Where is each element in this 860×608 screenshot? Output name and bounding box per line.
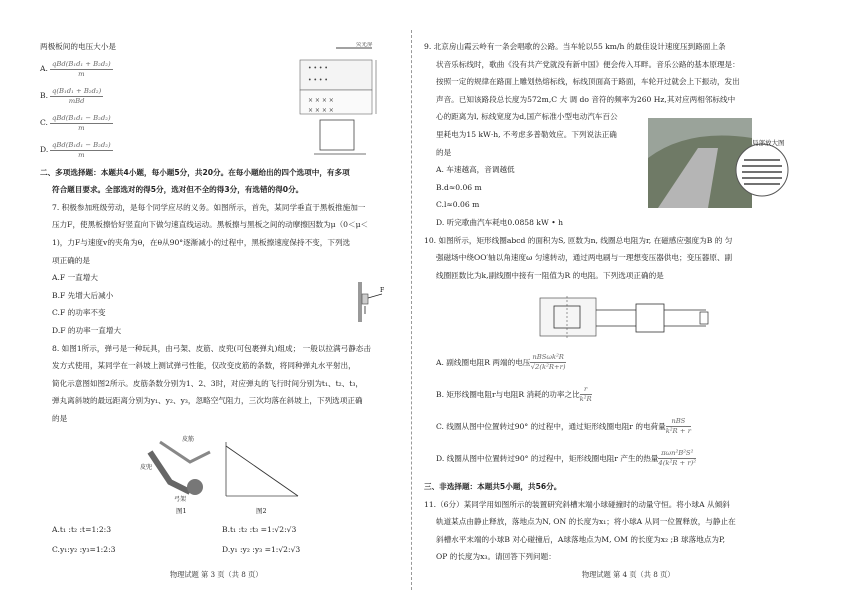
q8-line: 的是 bbox=[52, 413, 68, 423]
generator-transformer-diagram bbox=[536, 296, 716, 338]
footer-right: 物理试题 第 4 页（共 8 页） bbox=[582, 570, 675, 579]
q7-option: D.F 的功率一直增大 bbox=[52, 325, 122, 335]
page-divider bbox=[411, 30, 412, 590]
slingshot-tag-frame: 弓架 bbox=[174, 496, 187, 503]
q9-option: A. 车速越高，音调越低 bbox=[436, 165, 515, 175]
slingshot-tag-pouch: 皮兜 bbox=[140, 464, 153, 471]
q11-line: 斜槽水平末端的小球B 对心碰撞后，A球落地点为M, OM 的长度为x₂ ;B 球落地点为P, bbox=[436, 534, 725, 544]
option-a: A. $\frac{\text{qBd(B₁d₁ + B₂d₂)}}{m}$ bbox=[40, 59, 111, 78]
slingshot-tag-band: 皮筋 bbox=[182, 436, 195, 443]
q10-option: B. 矩形线圈电阻r与电阻R 消耗的功率之比 $\frac{r}{\text{k²R}}$ bbox=[436, 384, 592, 403]
q9-line: 状音乐标线时，歌曲《没有共产党就没有新中国》便会传入耳畔。音乐公路的基本原理是： bbox=[436, 59, 740, 69]
q8-option: B.t₁ :t₂ :t₃ =1:√2:√3 bbox=[222, 525, 297, 534]
screen-label: 荧光屏 bbox=[356, 42, 373, 48]
svg-text:• • • •: • • • • bbox=[308, 65, 328, 72]
section2-heading-cont: 符合题目要求。全部选对的得5分，选对但不全的得3分，有选错的得0分。 bbox=[52, 185, 304, 195]
section3 bbox=[424, 478, 810, 566]
q10-line: 线圈匝数比为k,副线圈中接有一阻值为R 的电阻。下列选项正确的是 bbox=[436, 270, 664, 280]
svg-text:F: F bbox=[380, 287, 385, 294]
figure1-caption: 图1 bbox=[176, 507, 187, 515]
q7-option: C.F 的功率不变 bbox=[52, 308, 106, 318]
q8-options bbox=[52, 520, 392, 560]
svg-text:× × × ×: × × × × bbox=[308, 97, 334, 104]
option-b: B. $\frac{\text{q(B₁d₁ + B₂d₂)}}{\text{mBd}}$ bbox=[40, 86, 102, 105]
q9-option: D. 听完歌曲汽车耗电0.0858 kW • h bbox=[436, 217, 563, 227]
q9-option: C.l≈0.06 m bbox=[436, 200, 480, 210]
q8-line: 发方式使用，某同学在一斜坡上测试弹弓性能，仅改变皮筋的条数，将同种弹丸水平射出， bbox=[52, 361, 356, 371]
q10-line: 强磁场中绕OO′轴以角速度ω 匀速转动，通过两电刷与一理想变压器供电；变压器原、副 bbox=[436, 253, 733, 263]
q11-line: 11.（6分）某同学用如图所示的装置研究斜槽末端小球碰撞时的动量守恒。将小球A 从倾斜 bbox=[424, 499, 730, 509]
slope-diagram bbox=[222, 440, 302, 502]
q10-option: D. 线圈从图中位置转过90° 的过程中，矩形线圈电阻r 产生的热量 $\frac{\text{πωn²B²S²}}{\text{4(k²R + r)²}}$ bbox=[436, 448, 696, 467]
q9-option: B.d≈0.06 m bbox=[436, 182, 482, 192]
q11-line: 轨道某点由静止释放，落地点为N, ON 的长度为x₁；将小球A 从同一位置释放，与静止在 bbox=[436, 517, 736, 527]
q8-line: 简化示意图如图2所示。皮筋条数分别为1、2、3时，对应弹丸的飞行时间分别为t₁、t₂、t₃， bbox=[52, 378, 363, 388]
q10-line: 10. 如图所示，矩形线圈abcd 的面积为S, 匝数为n, 线圈总电阻为r, 在磁感应强度为B 的 匀 bbox=[424, 235, 733, 245]
q7-line: 压力F，使黑板擦恰好竖直向下做匀速直线运动。黑板擦与黑板之间的动摩擦因数为μ（0＜μ＜ bbox=[52, 220, 369, 230]
footer-left: 物理试题 第 3 页（共 8 页） bbox=[170, 570, 263, 579]
q9-line: 按照一定的规律在路面上雕划热熔标线，标线顶面高于路面，车轮开过就会上下振动，发出 bbox=[436, 77, 740, 87]
svg-text:• • • •: • • • • bbox=[308, 77, 328, 84]
q9-line: 9. 北京房山霞云岭有一条会唱歌的公路。当车轮以55 km/h 的最佳设计速度压到路面上条 bbox=[424, 42, 726, 51]
option-c: C. $\frac{\text{qBd(B₁d₁ − B₂d₂)}}{m}$ bbox=[40, 113, 111, 132]
q10-option: A. 副线圈电阻R 两端的电压 $\frac{\text{nBSωk²R}}{\text{√2(k²R+r)}}$ bbox=[436, 352, 566, 371]
q10-option: C. 线圈从图中位置转过90° 的过程中，通过矩形线圈电阻r 的电荷量 $\frac{\text{nBS}}{\text{k²R + r}}$ bbox=[436, 416, 691, 435]
option-d: D. $\frac{\text{qBd(B₁d₁ − B₂d₂)}}{m}$ bbox=[40, 140, 111, 159]
q7-line: 项正确的是 bbox=[52, 255, 90, 265]
q8-line: 弹丸离斜坡的最远距离分别为y₁、y₂、y₃，忽略空气阻力，三次均落在斜坡上，下列选项正确 bbox=[52, 396, 363, 406]
q8-option: A.t₁ :t₂ :t=1:2:3 bbox=[52, 525, 112, 534]
q8-option: C.y₁:y₂ :y₃=1:2:3 bbox=[52, 545, 116, 554]
svg-text:× × × ×: × × × × bbox=[308, 107, 334, 114]
q7-line: 1)，力F与速度v的夹角为θ，在θ从90°逐渐减小的过程中，黑板擦速度保持不变，下列选 bbox=[52, 237, 351, 247]
q9-line: 里耗电为15 kW·h, 不考虑多普勒效应。下列说法正确 bbox=[436, 129, 617, 139]
q10-options bbox=[436, 346, 806, 474]
figure2-caption: 图2 bbox=[256, 507, 267, 515]
q7-option: B.F 先增大后减小 bbox=[52, 290, 114, 300]
q11-line: OP 的长度为x₃。请回答下列问题： bbox=[436, 552, 556, 562]
photo-zoom-label: 局部放大图 bbox=[752, 139, 785, 147]
section3-heading: 三、非选择题：本题共5小题，共56分。 bbox=[424, 482, 562, 491]
magnetic-field-diagram bbox=[296, 42, 392, 162]
q8-line: 8. 如图1所示，弹弓是一种玩具，由弓架、皮筋、皮兜(可包裹弹丸)组成； 一般以拉满弓静态击 bbox=[52, 343, 371, 353]
q7-line: 7. 积极参加班级劳动，是每个同学应尽的义务。如图所示，首先，某同学垂直于黑板推施加一 bbox=[52, 202, 366, 212]
q-intro: 两极板间的电压大小是 bbox=[40, 42, 116, 51]
q8-option: D.y₁ :y₂ :y₃ =1:√2:√3 bbox=[222, 545, 301, 554]
blackboard-force-diagram bbox=[352, 280, 392, 324]
q9-line: 声音。已知该路段总长度为572m,C 大 调 do 音符的频率为260 Hz,其对应两相邻标线中 bbox=[436, 94, 736, 104]
q9-line: 的是 bbox=[436, 147, 452, 157]
music-road-photo bbox=[648, 118, 808, 208]
section2-heading: 二、多项选择题：本题共4小题，每小题5分，共20分。在每小题给出的四个选项中，有多项 bbox=[40, 167, 350, 177]
q9-line: 心的距离为l, 标线宽度为d,国产标准小型电动汽车百公 bbox=[436, 112, 618, 122]
q7-option: A.F 一直增大 bbox=[52, 273, 98, 283]
